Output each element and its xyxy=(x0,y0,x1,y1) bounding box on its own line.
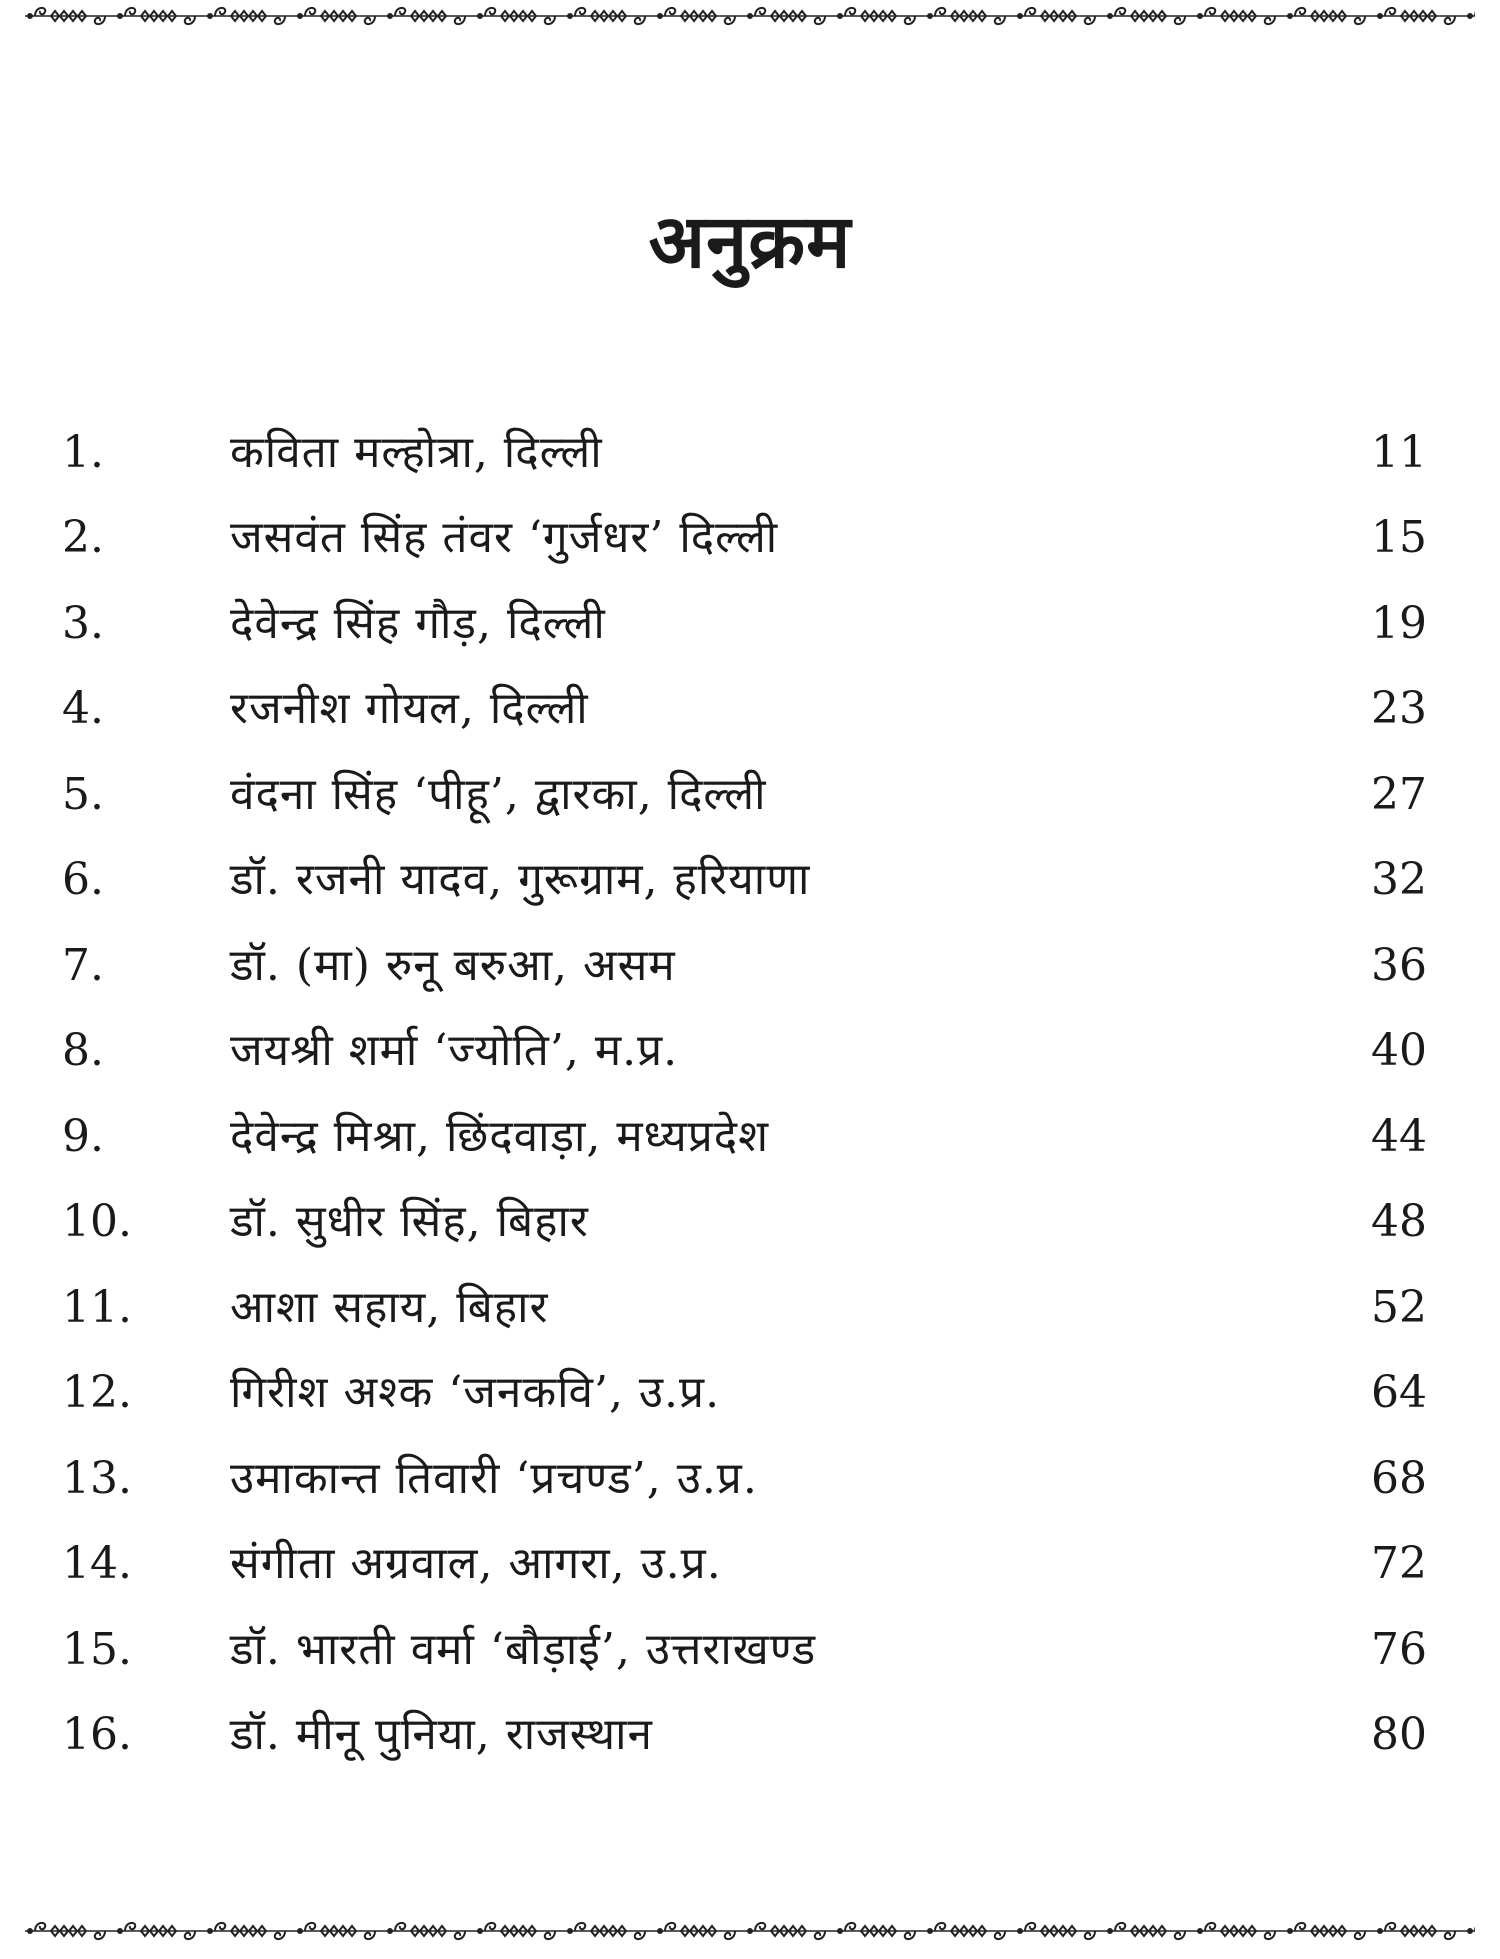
toc-entry xyxy=(62,496,1427,582)
entry-number: 11. xyxy=(62,1281,132,1333)
entry-number: 14. xyxy=(62,1538,132,1590)
entry-number: 9. xyxy=(62,1110,104,1162)
entry-title: जयश्री शर्मा ‘ज्योति’, म.प्र. xyxy=(230,1025,679,1077)
entry-title: देवेन्द्र सिंह गौड़, दिल्ली xyxy=(230,597,606,649)
entry-number: 16. xyxy=(62,1709,132,1761)
entry-page-number: 64 xyxy=(1371,1367,1427,1419)
toc-entry xyxy=(62,667,1427,753)
entry-title: कविता मल्होत्रा, दिल्ली xyxy=(230,426,603,478)
toc-entry xyxy=(62,1522,1427,1608)
entry-number: 4. xyxy=(62,683,104,735)
entry-title: देवेन्द्र मिश्रा, छिंदवाड़ा, मध्यप्रदेश xyxy=(230,1110,770,1162)
entry-number: 12. xyxy=(62,1367,132,1419)
toc-entry xyxy=(62,923,1427,1009)
entry-number: 13. xyxy=(62,1452,132,1504)
entry-title: संगीता अग्रवाल, आगरा, उ.प्र. xyxy=(230,1538,722,1590)
entry-page-number: 11 xyxy=(1371,426,1427,478)
toc-entry xyxy=(62,410,1427,496)
entry-number: 2. xyxy=(62,512,104,564)
toc-entry xyxy=(62,1693,1427,1779)
ornamental-border-pattern xyxy=(25,0,1475,32)
entry-title: वंदना सिंह ‘पीहू’, द्वारका, दिल्ली xyxy=(230,768,767,820)
entry-page-number: 72 xyxy=(1371,1538,1427,1590)
entry-page-number: 68 xyxy=(1371,1452,1427,1504)
toc-entry xyxy=(62,752,1427,838)
entry-number: 10. xyxy=(62,1196,132,1248)
entry-page-number: 32 xyxy=(1371,854,1427,906)
entry-page-number: 23 xyxy=(1371,683,1427,735)
entry-title: डॉ. (मा) रुनू बरुआ, असम xyxy=(230,939,676,991)
entry-title: डॉ. भारती वर्मा ‘बौड़ाई’, उत्तराखण्ड xyxy=(230,1623,817,1675)
toc-entry xyxy=(62,1265,1427,1351)
ornamental-border-pattern xyxy=(25,1915,1475,1947)
entry-title: उमाकान्त तिवारी ‘प्रचण्ड’, उ.प्र. xyxy=(230,1452,758,1504)
bottom-ornamental-border xyxy=(25,1915,1475,1947)
entry-page-number: 36 xyxy=(1371,939,1427,991)
entry-title: रजनीश गोयल, दिल्ली xyxy=(230,683,589,735)
entry-title: डॉ. रजनी यादव, गुरूग्राम, हरियाणा xyxy=(230,854,811,906)
toc-entry xyxy=(62,1607,1427,1693)
toc-entry xyxy=(62,838,1427,924)
entry-number: 15. xyxy=(62,1623,132,1675)
entry-title: आशा सहाय, बिहार xyxy=(230,1281,549,1333)
entry-title: गिरीश अश्क ‘जनकवि’, उ.प्र. xyxy=(230,1367,721,1419)
toc-entry xyxy=(62,1436,1427,1522)
entry-number: 8. xyxy=(62,1025,104,1077)
toc-entry xyxy=(62,581,1427,667)
entry-page-number: 40 xyxy=(1371,1025,1427,1077)
entry-page-number: 48 xyxy=(1371,1196,1427,1248)
entry-title: जसवंत सिंह तंवर ‘गुर्जधर’ दिल्ली xyxy=(230,512,779,564)
toc-entry xyxy=(62,1180,1427,1266)
toc-entry xyxy=(62,1009,1427,1095)
entry-page-number: 44 xyxy=(1371,1110,1427,1162)
entry-number: 7. xyxy=(62,939,104,991)
entry-page-number: 15 xyxy=(1371,512,1427,564)
entry-title: डॉ. मीनू पुनिया, राजस्थान xyxy=(230,1709,653,1761)
entry-page-number: 76 xyxy=(1371,1623,1427,1675)
toc-entry xyxy=(62,1094,1427,1180)
entry-page-number: 52 xyxy=(1371,1281,1427,1333)
page-title: अनुक्रम xyxy=(648,198,852,285)
entry-number: 1. xyxy=(62,426,104,478)
toc-entry xyxy=(62,1351,1427,1437)
entry-page-number: 19 xyxy=(1371,597,1427,649)
entry-title: डॉ. सुधीर सिंह, बिहार xyxy=(230,1196,589,1248)
table-of-contents xyxy=(62,410,1427,1778)
entry-number: 3. xyxy=(62,597,104,649)
entry-number: 5. xyxy=(62,768,104,820)
entry-page-number: 27 xyxy=(1371,768,1427,820)
entry-page-number: 80 xyxy=(1371,1709,1427,1761)
entry-number: 6. xyxy=(62,854,104,906)
top-ornamental-border xyxy=(25,0,1475,32)
